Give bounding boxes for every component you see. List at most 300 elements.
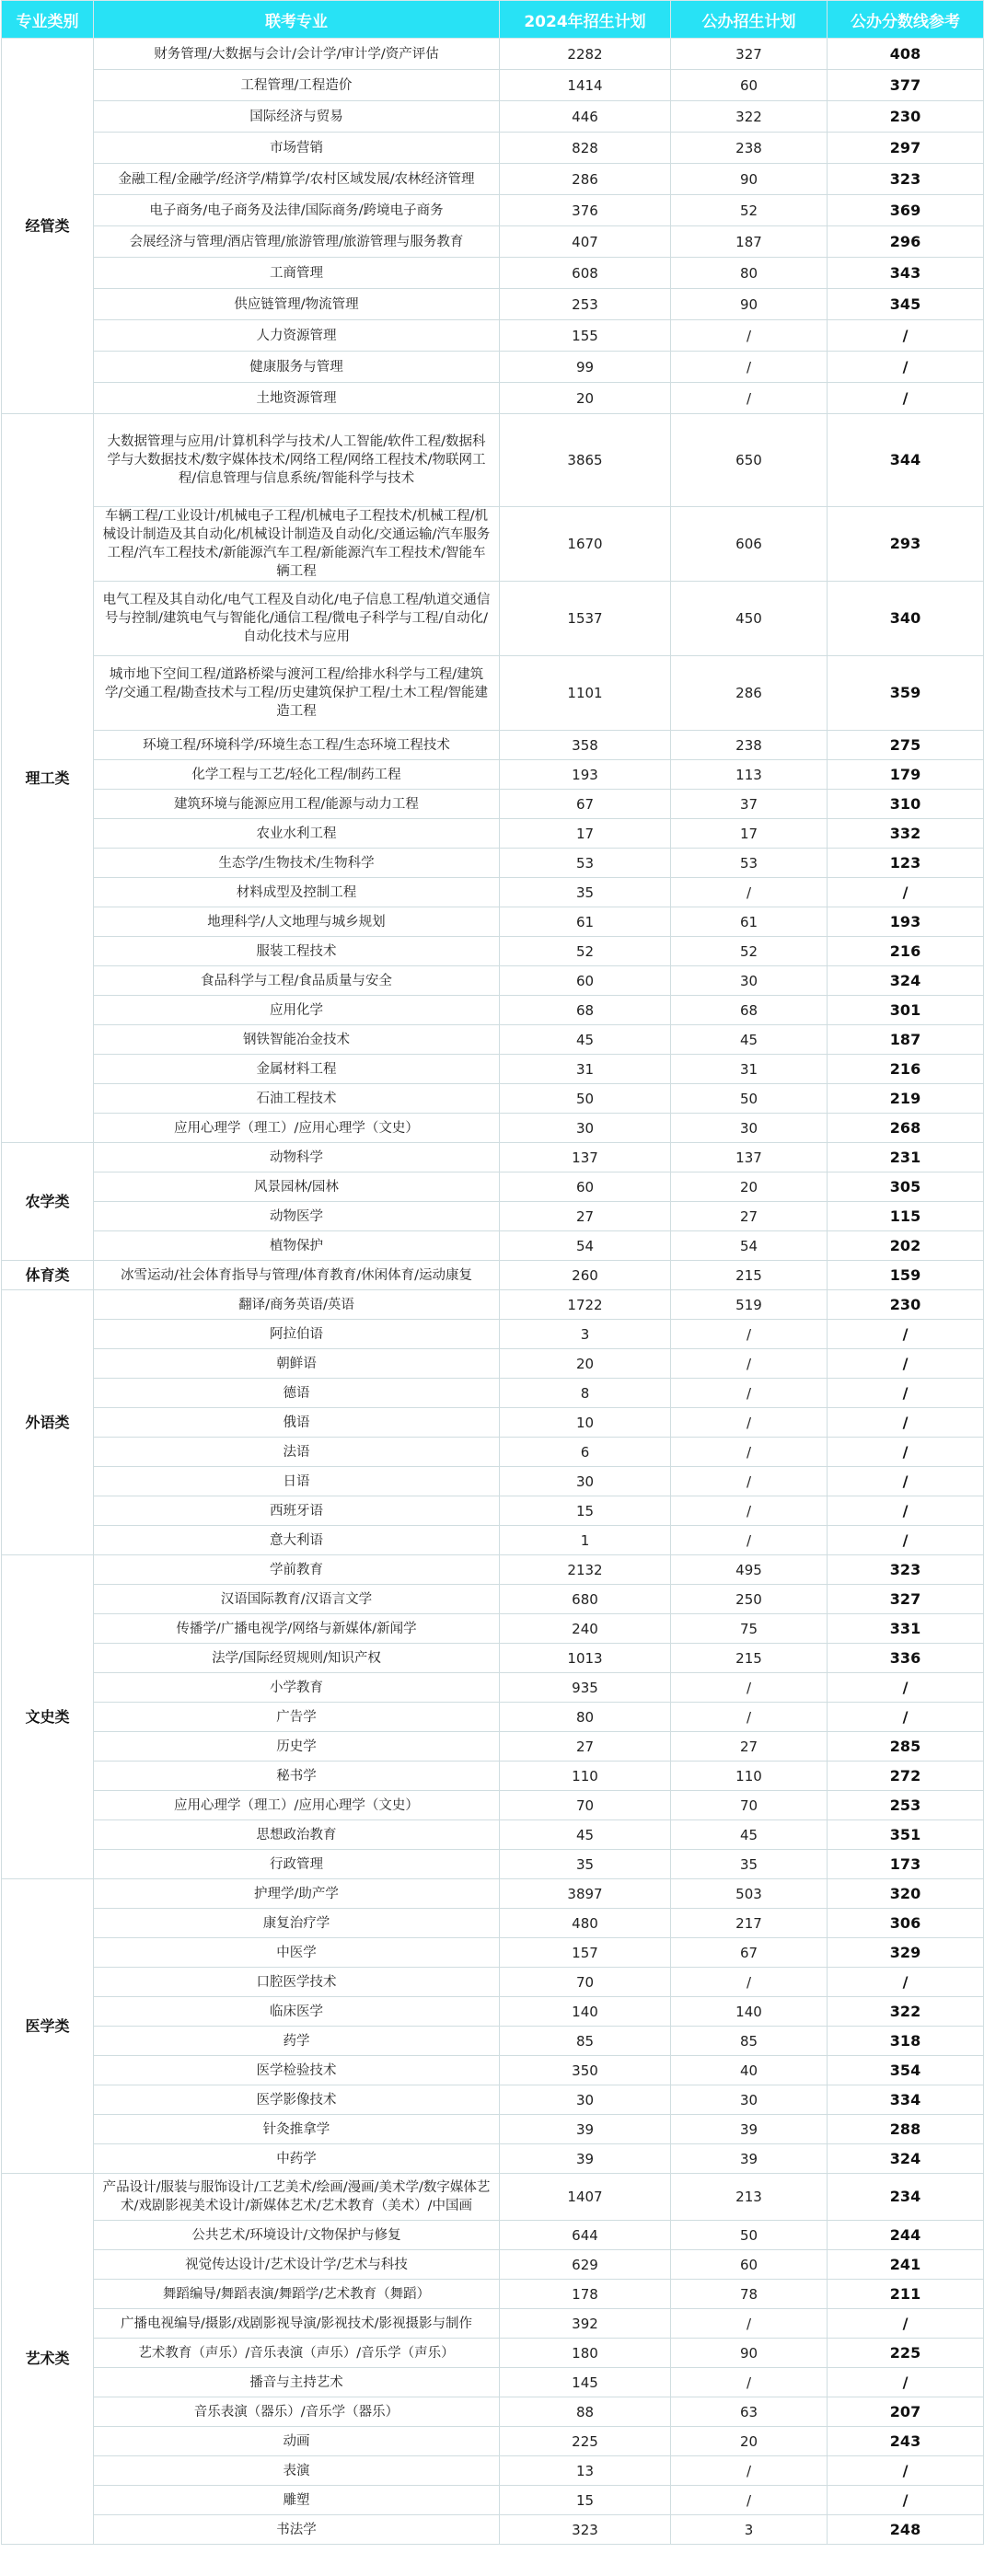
- public-plan-cell: 495: [671, 1555, 828, 1585]
- category-cell: 理工类: [2, 414, 94, 1143]
- score-cell: 193: [828, 907, 984, 937]
- score-cell: 202: [828, 1231, 984, 1261]
- plan-cell: 1670: [500, 507, 671, 582]
- plan-cell: 193: [500, 760, 671, 790]
- public-plan-cell: 606: [671, 507, 828, 582]
- table-row: [2, 582, 984, 656]
- public-plan-cell: 20: [671, 1172, 828, 1202]
- public-plan-cell: 85: [671, 2027, 828, 2056]
- public-plan-cell: 68: [671, 996, 828, 1025]
- score-cell: 216: [828, 1055, 984, 1084]
- plan-cell: 39: [500, 2115, 671, 2144]
- score-cell: 340: [828, 582, 984, 656]
- major-cell: 雕塑: [94, 2486, 500, 2515]
- major-cell: 服装工程技术: [94, 937, 500, 966]
- table-row: [2, 133, 984, 164]
- score-cell: 268: [828, 1114, 984, 1143]
- score-cell: 241: [828, 2250, 984, 2280]
- table-row: [2, 320, 984, 352]
- plan-cell: 286: [500, 164, 671, 195]
- table-row: [2, 1143, 984, 1172]
- score-cell: 115: [828, 1202, 984, 1231]
- table-row: [2, 1938, 984, 1968]
- score-cell: 343: [828, 258, 984, 289]
- major-cell: 艺术教育（声乐）/音乐表演（声乐）/音乐学（声乐）: [94, 2339, 500, 2368]
- score-cell: 345: [828, 289, 984, 320]
- category-cell: 农学类: [2, 1143, 94, 1261]
- public-plan-cell: 53: [671, 849, 828, 878]
- table-row: [2, 2250, 984, 2280]
- table-row: [2, 1349, 984, 1379]
- major-cell: 生态学/生物技术/生物科学: [94, 849, 500, 878]
- public-plan-cell: 30: [671, 2085, 828, 2115]
- plan-cell: 225: [500, 2427, 671, 2456]
- plan-cell: 140: [500, 1997, 671, 2027]
- public-plan-cell: 90: [671, 289, 828, 320]
- score-cell: /: [828, 320, 984, 352]
- public-plan-cell: 75: [671, 1614, 828, 1644]
- table-row: [2, 2486, 984, 2515]
- major-cell: 食品科学与工程/食品质量与安全: [94, 966, 500, 996]
- score-cell: /: [828, 878, 984, 907]
- public-plan-cell: /: [671, 2309, 828, 2339]
- table-row: [2, 101, 984, 133]
- major-cell: 历史学: [94, 1732, 500, 1762]
- major-cell: 动物科学: [94, 1143, 500, 1172]
- major-cell: 健康服务与管理: [94, 352, 500, 383]
- score-cell: /: [828, 1379, 984, 1408]
- score-cell: /: [828, 1349, 984, 1379]
- public-plan-cell: 52: [671, 937, 828, 966]
- plan-cell: 53: [500, 849, 671, 878]
- public-plan-cell: 250: [671, 1585, 828, 1614]
- score-cell: 327: [828, 1585, 984, 1614]
- score-cell: /: [828, 1408, 984, 1438]
- score-cell: 187: [828, 1025, 984, 1055]
- public-plan-cell: 113: [671, 760, 828, 790]
- score-cell: /: [828, 2368, 984, 2397]
- score-cell: 234: [828, 2174, 984, 2221]
- major-cell: 大数据管理与应用/计算机科学与技术/人工智能/软件工程/数据科学与大数据技术/数字媒体技术/网络工程/网络工程技术/物联网工程/信息管理与信息系统/智能科学与技术: [94, 414, 500, 507]
- major-cell: 环境工程/环境科学/环境生态工程/生态环境工程技术: [94, 731, 500, 760]
- score-cell: /: [828, 1673, 984, 1703]
- public-plan-cell: /: [671, 1320, 828, 1349]
- plan-cell: 180: [500, 2339, 671, 2368]
- header-plan-2024: 2024年招生计划: [500, 1, 671, 39]
- public-plan-cell: /: [671, 2368, 828, 2397]
- score-cell: /: [828, 1320, 984, 1349]
- plan-cell: 323: [500, 2515, 671, 2545]
- header-public-plan: 公办招生计划: [671, 1, 828, 39]
- table-row: [2, 383, 984, 414]
- plan-cell: 8: [500, 1379, 671, 1408]
- table-row: [2, 1909, 984, 1938]
- score-cell: 318: [828, 2027, 984, 2056]
- table-row: [2, 1231, 984, 1261]
- category-cell: 体育类: [2, 1261, 94, 1290]
- score-cell: 243: [828, 2427, 984, 2456]
- public-plan-cell: /: [671, 383, 828, 414]
- major-cell: 护理学/助产学: [94, 1879, 500, 1909]
- public-plan-cell: /: [671, 1438, 828, 1467]
- table-row: [2, 1732, 984, 1762]
- public-plan-cell: 17: [671, 819, 828, 849]
- score-cell: 310: [828, 790, 984, 819]
- plan-cell: 358: [500, 731, 671, 760]
- score-cell: 211: [828, 2280, 984, 2309]
- score-cell: 244: [828, 2221, 984, 2250]
- table-row: [2, 1467, 984, 1496]
- major-cell: 市场营销: [94, 133, 500, 164]
- table-row: [2, 1408, 984, 1438]
- table-row: [2, 1644, 984, 1673]
- major-cell: 汉语国际教育/汉语言文学: [94, 1585, 500, 1614]
- category-cell: 文史类: [2, 1555, 94, 1879]
- public-plan-cell: 61: [671, 907, 828, 937]
- score-cell: 323: [828, 1555, 984, 1585]
- plan-cell: 70: [500, 1968, 671, 1997]
- major-cell: 书法学: [94, 2515, 500, 2545]
- score-cell: /: [828, 2456, 984, 2486]
- score-cell: 272: [828, 1762, 984, 1791]
- major-cell: 翻译/商务英语/英语: [94, 1290, 500, 1320]
- major-cell: 应用心理学（理工）/应用心理学（文史）: [94, 1791, 500, 1820]
- header-score-reference: 公办分数线参考: [828, 1, 984, 39]
- public-plan-cell: 215: [671, 1644, 828, 1673]
- public-plan-cell: /: [671, 1379, 828, 1408]
- public-plan-cell: 110: [671, 1762, 828, 1791]
- major-cell: 植物保护: [94, 1231, 500, 1261]
- major-cell: 西班牙语: [94, 1496, 500, 1526]
- category-cell: 经管类: [2, 39, 94, 414]
- score-cell: 344: [828, 414, 984, 507]
- plan-cell: 1414: [500, 70, 671, 101]
- plan-cell: 1537: [500, 582, 671, 656]
- table-row: [2, 2397, 984, 2427]
- table-row: [2, 2085, 984, 2115]
- table-row: [2, 2368, 984, 2397]
- public-plan-cell: 503: [671, 1879, 828, 1909]
- table-row: [2, 1703, 984, 1732]
- public-plan-cell: 450: [671, 582, 828, 656]
- table-row: [2, 195, 984, 226]
- table-row: [2, 1114, 984, 1143]
- major-cell: 医学影像技术: [94, 2085, 500, 2115]
- plan-cell: 446: [500, 101, 671, 133]
- plan-cell: 3: [500, 1320, 671, 1349]
- plan-cell: 376: [500, 195, 671, 226]
- major-cell: 农业水利工程: [94, 819, 500, 849]
- major-cell: 传播学/广播电视学/网络与新媒体/新闻学: [94, 1614, 500, 1644]
- table-row: [2, 2280, 984, 2309]
- table-row: [2, 258, 984, 289]
- plan-cell: 31: [500, 1055, 671, 1084]
- table-row: [2, 1379, 984, 1408]
- major-cell: 小学教育: [94, 1673, 500, 1703]
- score-cell: 225: [828, 2339, 984, 2368]
- public-plan-cell: /: [671, 352, 828, 383]
- plan-cell: 157: [500, 1938, 671, 1968]
- major-cell: 口腔医学技术: [94, 1968, 500, 1997]
- plan-cell: 1722: [500, 1290, 671, 1320]
- score-cell: /: [828, 352, 984, 383]
- public-plan-cell: 187: [671, 226, 828, 258]
- major-cell: 视觉传达设计/艺术设计学/艺术与科技: [94, 2250, 500, 2280]
- plan-cell: 350: [500, 2056, 671, 2085]
- table-row: [2, 2174, 984, 2221]
- plan-cell: 80: [500, 1703, 671, 1732]
- plan-cell: 392: [500, 2309, 671, 2339]
- score-cell: /: [828, 1467, 984, 1496]
- plan-cell: 88: [500, 2397, 671, 2427]
- public-plan-cell: 80: [671, 258, 828, 289]
- score-cell: 219: [828, 1084, 984, 1114]
- major-cell: 广告学: [94, 1703, 500, 1732]
- table-row: [2, 2309, 984, 2339]
- major-cell: 工程管理/工程造价: [94, 70, 500, 101]
- table-row: [2, 849, 984, 878]
- public-plan-cell: 90: [671, 2339, 828, 2368]
- major-cell: 广播电视编导/摄影/戏剧影视导演/影视技术/影视摄影与制作: [94, 2309, 500, 2339]
- header-row: [2, 1, 984, 39]
- score-cell: /: [828, 2309, 984, 2339]
- table-row: [2, 1290, 984, 1320]
- major-cell: 意大利语: [94, 1526, 500, 1555]
- score-cell: 329: [828, 1938, 984, 1968]
- plan-cell: 480: [500, 1909, 671, 1938]
- public-plan-cell: 60: [671, 2250, 828, 2280]
- public-plan-cell: 39: [671, 2115, 828, 2144]
- score-cell: 248: [828, 2515, 984, 2545]
- table-row: [2, 907, 984, 937]
- category-cell: 医学类: [2, 1879, 94, 2174]
- score-cell: /: [828, 1703, 984, 1732]
- score-cell: 332: [828, 819, 984, 849]
- public-plan-cell: /: [671, 1349, 828, 1379]
- table-row: [2, 226, 984, 258]
- major-cell: 国际经济与贸易: [94, 101, 500, 133]
- plan-cell: 45: [500, 1820, 671, 1850]
- major-cell: 俄语: [94, 1408, 500, 1438]
- plan-cell: 2282: [500, 39, 671, 70]
- public-plan-cell: 54: [671, 1231, 828, 1261]
- public-plan-cell: 238: [671, 133, 828, 164]
- table-row: [2, 1084, 984, 1114]
- table-row: [2, 937, 984, 966]
- plan-cell: 52: [500, 937, 671, 966]
- major-cell: 应用心理学（理工）/应用心理学（文史）: [94, 1114, 500, 1143]
- major-cell: 针灸推拿学: [94, 2115, 500, 2144]
- public-plan-cell: 322: [671, 101, 828, 133]
- table-row: [2, 1791, 984, 1820]
- score-cell: 179: [828, 760, 984, 790]
- table-row: [2, 70, 984, 101]
- public-plan-cell: 650: [671, 414, 828, 507]
- public-plan-cell: 30: [671, 1114, 828, 1143]
- plan-cell: 60: [500, 1172, 671, 1202]
- score-cell: 322: [828, 1997, 984, 2027]
- public-plan-cell: 60: [671, 70, 828, 101]
- table-row: [2, 1673, 984, 1703]
- plan-cell: 680: [500, 1585, 671, 1614]
- plan-cell: 68: [500, 996, 671, 1025]
- plan-cell: 67: [500, 790, 671, 819]
- public-plan-cell: 238: [671, 731, 828, 760]
- plan-cell: 15: [500, 1496, 671, 1526]
- public-plan-cell: /: [671, 1467, 828, 1496]
- plan-cell: 935: [500, 1673, 671, 1703]
- score-cell: 293: [828, 507, 984, 582]
- public-plan-cell: 45: [671, 1025, 828, 1055]
- score-cell: /: [828, 1968, 984, 1997]
- public-plan-cell: 20: [671, 2427, 828, 2456]
- major-cell: 德语: [94, 1379, 500, 1408]
- score-cell: 230: [828, 101, 984, 133]
- score-cell: 301: [828, 996, 984, 1025]
- plan-cell: 137: [500, 1143, 671, 1172]
- table-row: [2, 966, 984, 996]
- major-cell: 播音与主持艺术: [94, 2368, 500, 2397]
- score-cell: 253: [828, 1791, 984, 1820]
- major-cell: 应用化学: [94, 996, 500, 1025]
- table-row: [2, 2144, 984, 2174]
- plan-cell: 6: [500, 1438, 671, 1467]
- public-plan-cell: 40: [671, 2056, 828, 2085]
- score-cell: 231: [828, 1143, 984, 1172]
- table-row: [2, 2027, 984, 2056]
- plan-cell: 3865: [500, 414, 671, 507]
- table-row: [2, 1850, 984, 1879]
- table-row: [2, 1997, 984, 2027]
- score-cell: 408: [828, 39, 984, 70]
- major-cell: 中医学: [94, 1938, 500, 1968]
- major-cell: 金融工程/金融学/经济学/精算学/农村区域发展/农林经济管理: [94, 164, 500, 195]
- public-plan-cell: /: [671, 1496, 828, 1526]
- public-plan-cell: 67: [671, 1938, 828, 1968]
- table-row: [2, 996, 984, 1025]
- major-cell: 药学: [94, 2027, 500, 2056]
- major-cell: 表演: [94, 2456, 500, 2486]
- major-cell: 音乐表演（器乐）/音乐学（器乐）: [94, 2397, 500, 2427]
- plan-cell: 240: [500, 1614, 671, 1644]
- table-row: [2, 1879, 984, 1909]
- score-cell: 323: [828, 164, 984, 195]
- table-row: [2, 1526, 984, 1555]
- plan-cell: 1: [500, 1526, 671, 1555]
- major-cell: 动画: [94, 2427, 500, 2456]
- public-plan-cell: /: [671, 1703, 828, 1732]
- major-cell: 供应链管理/物流管理: [94, 289, 500, 320]
- table-row: [2, 352, 984, 383]
- plan-cell: 13: [500, 2456, 671, 2486]
- plan-cell: 30: [500, 2085, 671, 2115]
- score-cell: 306: [828, 1909, 984, 1938]
- score-cell: 296: [828, 226, 984, 258]
- public-plan-cell: /: [671, 2486, 828, 2515]
- score-cell: 336: [828, 1644, 984, 1673]
- plan-cell: 3897: [500, 1879, 671, 1909]
- plan-cell: 629: [500, 2250, 671, 2280]
- major-cell: 电子商务/电子商务及法律/国际商务/跨境电子商务: [94, 195, 500, 226]
- table-row: [2, 1762, 984, 1791]
- plan-cell: 1013: [500, 1644, 671, 1673]
- public-plan-cell: /: [671, 1673, 828, 1703]
- table-row: [2, 1172, 984, 1202]
- public-plan-cell: 3: [671, 2515, 828, 2545]
- table-row: [2, 1438, 984, 1467]
- plan-cell: 2132: [500, 1555, 671, 1585]
- public-plan-cell: 27: [671, 1732, 828, 1762]
- public-plan-cell: 140: [671, 1997, 828, 2027]
- plan-cell: 644: [500, 2221, 671, 2250]
- public-plan-cell: 137: [671, 1143, 828, 1172]
- plan-cell: 253: [500, 289, 671, 320]
- plan-cell: 145: [500, 2368, 671, 2397]
- major-cell: 医学检验技术: [94, 2056, 500, 2085]
- table-row: [2, 760, 984, 790]
- score-cell: 354: [828, 2056, 984, 2085]
- plan-cell: 1101: [500, 656, 671, 731]
- plan-cell: 20: [500, 1349, 671, 1379]
- table-row: [2, 1055, 984, 1084]
- table-row: [2, 164, 984, 195]
- major-cell: 法语: [94, 1438, 500, 1467]
- plan-cell: 60: [500, 966, 671, 996]
- plan-cell: 85: [500, 2027, 671, 2056]
- public-plan-cell: 217: [671, 1909, 828, 1938]
- table-body: [2, 39, 984, 2545]
- table-row: [2, 2456, 984, 2486]
- table-row: [2, 2056, 984, 2085]
- major-cell: 金属材料工程: [94, 1055, 500, 1084]
- score-cell: 159: [828, 1261, 984, 1290]
- public-plan-cell: /: [671, 878, 828, 907]
- table-row: [2, 39, 984, 70]
- category-cell: 艺术类: [2, 2174, 94, 2545]
- score-cell: 123: [828, 849, 984, 878]
- plan-cell: 54: [500, 1231, 671, 1261]
- major-cell: 冰雪运动/社会体育指导与管理/体育教育/休闲体育/运动康复: [94, 1261, 500, 1290]
- public-plan-cell: 215: [671, 1261, 828, 1290]
- public-plan-cell: 37: [671, 790, 828, 819]
- public-plan-cell: 78: [671, 2280, 828, 2309]
- major-cell: 思想政治教育: [94, 1820, 500, 1850]
- plan-cell: 10: [500, 1408, 671, 1438]
- major-cell: 风景园林/园林: [94, 1172, 500, 1202]
- score-cell: 320: [828, 1879, 984, 1909]
- plan-cell: 20: [500, 383, 671, 414]
- plan-cell: 30: [500, 1114, 671, 1143]
- table-row: [2, 819, 984, 849]
- public-plan-cell: 35: [671, 1850, 828, 1879]
- plan-cell: 61: [500, 907, 671, 937]
- major-cell: 电气工程及其自动化/电气工程及自动化/电子信息工程/轨道交通信号与控制/建筑电气与智能化/通信工程/微电子科学与工程/自动化/自动化技术与应用: [94, 582, 500, 656]
- table-row: [2, 2427, 984, 2456]
- major-cell: 建筑环境与能源应用工程/能源与动力工程: [94, 790, 500, 819]
- table-row: [2, 1968, 984, 1997]
- plan-cell: 30: [500, 1467, 671, 1496]
- plan-cell: 70: [500, 1791, 671, 1820]
- plan-cell: 35: [500, 878, 671, 907]
- major-cell: 人力资源管理: [94, 320, 500, 352]
- table-row: [2, 1555, 984, 1585]
- score-cell: 351: [828, 1820, 984, 1850]
- public-plan-cell: /: [671, 1968, 828, 1997]
- public-plan-cell: /: [671, 2456, 828, 2486]
- public-plan-cell: 27: [671, 1202, 828, 1231]
- major-cell: 化学工程与工艺/轻化工程/制药工程: [94, 760, 500, 790]
- table-row: [2, 507, 984, 582]
